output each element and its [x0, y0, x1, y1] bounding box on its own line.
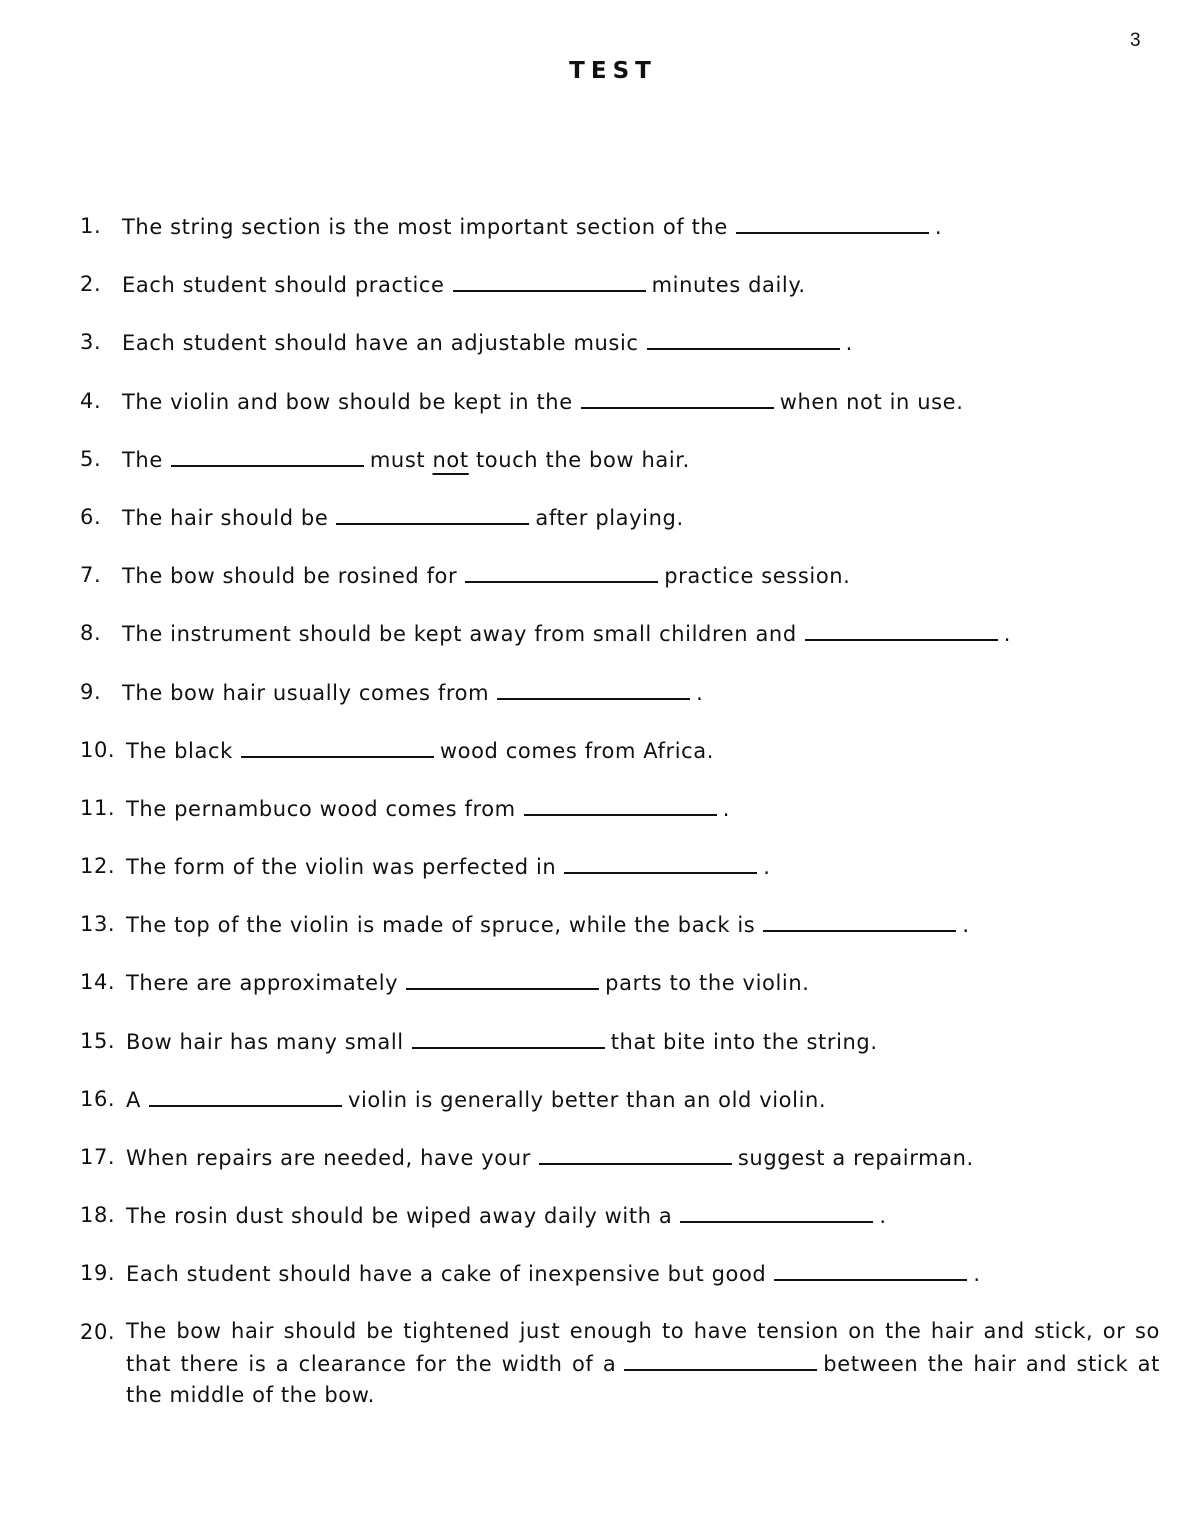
- answer-blank[interactable]: [564, 850, 757, 874]
- question-text-after: when not in use.: [779, 389, 964, 414]
- question-number: 6.: [80, 504, 102, 529]
- question-16: [80, 1083, 1160, 1141]
- answer-blank[interactable]: [736, 210, 929, 234]
- answer-blank[interactable]: [465, 559, 658, 583]
- question-text: The black: [126, 738, 233, 763]
- question-number: 1.: [80, 214, 102, 238]
- question-text: The string section is the most important section of the: [122, 215, 728, 239]
- answer-blank[interactable]: [539, 1141, 732, 1165]
- question-text-after: after playing.: [535, 505, 684, 530]
- question-3: [80, 326, 1160, 384]
- question-19: [80, 1257, 1160, 1315]
- question-13: [80, 908, 1160, 966]
- question-text: The violin and bow should be kept in the: [122, 389, 573, 414]
- question-number: 2.: [80, 272, 102, 297]
- question-number: 9.: [80, 679, 102, 704]
- answer-blank[interactable]: [647, 326, 840, 350]
- question-text-after: between the hair and stick at the middle of the bow.: [126, 1351, 1160, 1407]
- question-text: Each student should have a cake of inexpensive but good: [126, 1262, 767, 1287]
- question-text-after: .: [879, 1204, 887, 1229]
- question-text-after: .: [934, 215, 943, 239]
- question-11: [80, 792, 1160, 850]
- answer-blank[interactable]: [453, 268, 646, 292]
- answer-blank[interactable]: [406, 966, 599, 990]
- question-number: 13.: [80, 912, 116, 937]
- question-text: The instrument should be kept away from small children and: [122, 622, 797, 647]
- question-text-after: .: [973, 1262, 981, 1287]
- question-14: [80, 966, 1160, 1024]
- question-text-after-tail: touch the bow hair.: [475, 447, 690, 472]
- question-17: [80, 1141, 1160, 1199]
- question-text: The bow should be rosined for: [122, 564, 458, 589]
- question-text: A: [126, 1087, 141, 1112]
- page-number: 3: [1130, 30, 1141, 51]
- question-text: Each student should practice: [122, 273, 445, 298]
- question-text: When repairs are needed, have your: [126, 1146, 531, 1170]
- question-text-after: .: [845, 331, 853, 356]
- question-text-after: .: [696, 680, 704, 705]
- answer-blank[interactable]: [524, 792, 717, 816]
- question-10: [80, 734, 1160, 792]
- question-text: There are approximately: [126, 971, 399, 996]
- question-4: [80, 385, 1160, 443]
- answer-blank[interactable]: [412, 1025, 605, 1049]
- question-text: The top of the violin is made of spruce, while the back is: [126, 913, 756, 938]
- question-number: 3.: [80, 330, 102, 355]
- question-20: [80, 1316, 1160, 1407]
- question-text: The hair should be: [122, 505, 329, 530]
- answer-blank[interactable]: [774, 1257, 967, 1281]
- question-number: 20.: [80, 1319, 116, 1344]
- question-list: [80, 210, 1160, 1407]
- question-text: The: [122, 447, 163, 472]
- question-text: Bow hair has many small: [126, 1029, 404, 1054]
- question-number: 7.: [80, 563, 102, 588]
- question-text-after: parts to the violin.: [605, 971, 810, 996]
- question-text-after: minutes daily.: [651, 273, 806, 298]
- question-number: 4.: [80, 388, 102, 413]
- answer-blank[interactable]: [581, 385, 774, 409]
- question-text: The bow hair usually comes from: [122, 680, 490, 705]
- question-12: [80, 850, 1160, 908]
- question-text-after: that bite into the string.: [610, 1029, 878, 1054]
- question-text-after: practice session.: [664, 564, 851, 589]
- question-text-after: suggest a repairman.: [737, 1146, 974, 1170]
- question-text: Each student should have an adjustable music: [122, 331, 639, 356]
- question-number: 19.: [80, 1261, 116, 1286]
- question-text: The form of the violin was perfected in: [126, 855, 557, 880]
- question-number: 5.: [80, 446, 102, 471]
- question-7: [80, 559, 1160, 617]
- question-number: 10.: [80, 737, 116, 762]
- page-title: TEST: [569, 58, 657, 84]
- question-9: [80, 676, 1160, 734]
- answer-blank[interactable]: [149, 1083, 342, 1107]
- question-number: 8.: [80, 621, 102, 646]
- question-1: [80, 210, 1160, 268]
- answer-blank[interactable]: [763, 908, 956, 932]
- question-number: 12.: [80, 854, 116, 879]
- question-text-after: .: [763, 855, 771, 880]
- answer-blank[interactable]: [497, 676, 690, 700]
- question-15: [80, 1025, 1160, 1083]
- question-6: [80, 501, 1160, 559]
- question-8: [80, 617, 1160, 675]
- question-text-after: wood comes from Africa.: [439, 738, 715, 763]
- question-number: 16.: [80, 1086, 116, 1111]
- answer-blank[interactable]: [624, 1347, 817, 1371]
- question-18: [80, 1199, 1160, 1257]
- question-number: 15.: [80, 1028, 116, 1053]
- question-text-after: must: [369, 447, 426, 472]
- question-number: 11.: [80, 795, 116, 820]
- question-number: 18.: [80, 1203, 116, 1228]
- answer-blank[interactable]: [805, 617, 998, 641]
- question-text-after: .: [722, 796, 731, 821]
- question-5: [80, 443, 1160, 501]
- question-text-after: .: [962, 913, 970, 938]
- answer-blank[interactable]: [336, 501, 529, 525]
- question-text-after: violin is generally better than an old violin.: [347, 1087, 827, 1112]
- question-number: 17.: [80, 1145, 116, 1169]
- question-number: 14.: [80, 970, 116, 995]
- question-2: [80, 268, 1160, 326]
- question-text: The bow hair should be tightened just enough to have tension on the hair and stick, or so that there is a clearance for the width of a: [126, 1318, 1160, 1376]
- question-text-after: .: [1003, 622, 1012, 647]
- question-text: The rosin dust should be wiped away daily with a: [126, 1204, 673, 1229]
- emphasis-not: not: [432, 447, 469, 472]
- answer-blank[interactable]: [680, 1199, 873, 1223]
- answer-blank[interactable]: [241, 734, 434, 758]
- answer-blank[interactable]: [171, 443, 364, 467]
- question-text: The pernambuco wood comes from: [126, 796, 516, 821]
